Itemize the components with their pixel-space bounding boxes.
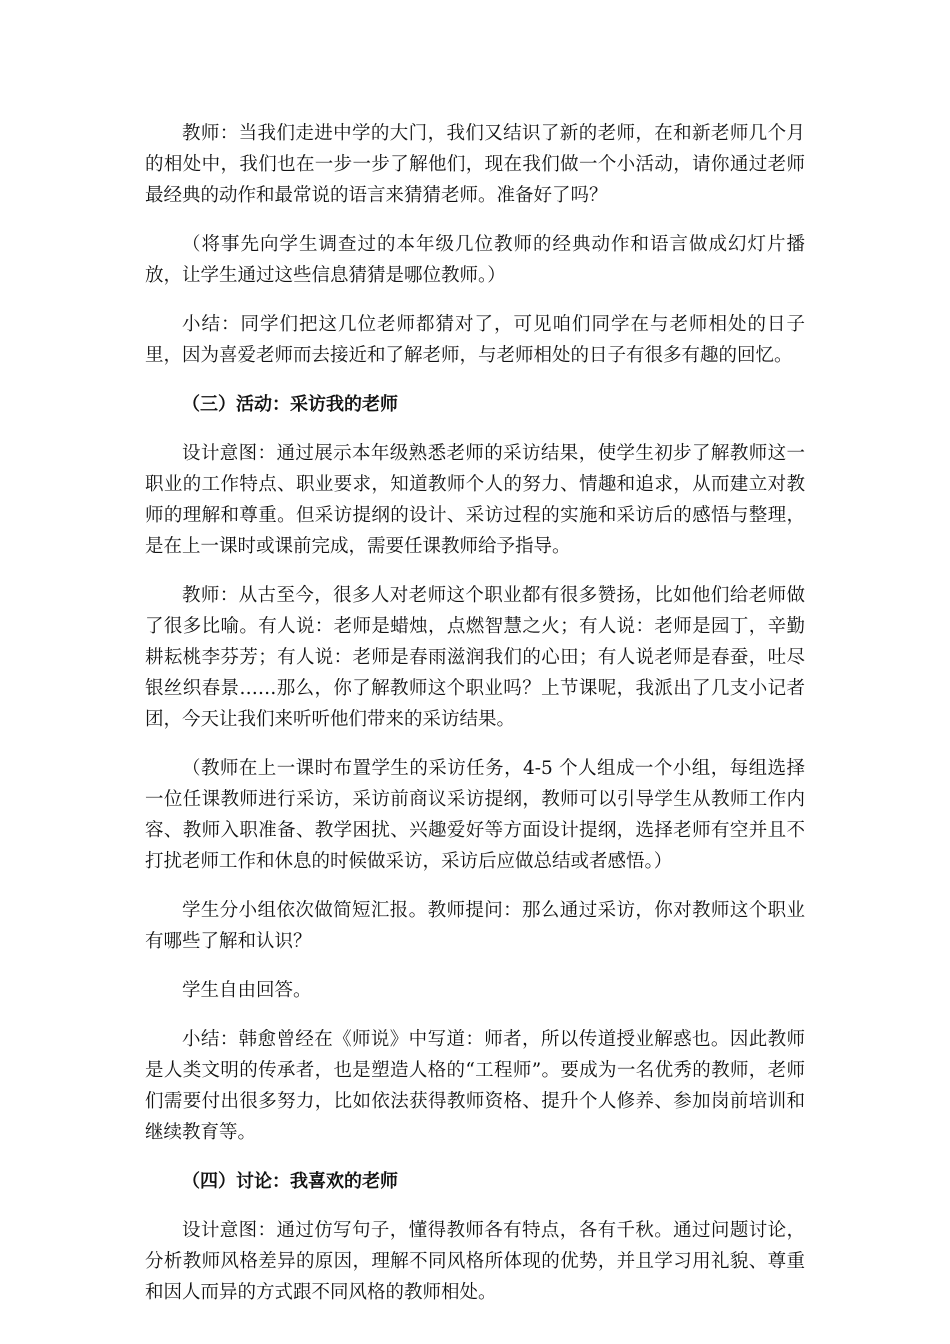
- paragraph-free-answer: 学生自由回答。: [182, 980, 312, 1001]
- paragraph-slideshow-note: （将事先向学生调查过的本年级几位教师的经典动作和语言做成幻灯片播放，让学生通过这些信息猜猜是哪位教师。）: [145, 234, 805, 286]
- paragraph-interview-note: （教师在上一课时布置学生的采访任务，4-5 个人组成一个小组，每组选择一位任课教师进行采访，采访前商议采访提纲，教师可以引导学生从教师工作内容、教师入职准备、教学困扰、兴趣爱好等方面设计提纲，选择老师有空并且不打扰老师工作和休息的时候做采访，采访后应做总结或者感悟。）: [145, 758, 805, 872]
- document-body: [145, 118, 805, 1326]
- paragraph-teacher-metaphors: 教师：从古至今，很多人对老师这个职业都有很多赞扬，比如他们给老师做了很多比喻。有人说：老师是蜡烛，点燃智慧之火；有人说：老师是园丁，辛勤耕耘桃李芬芳；有人说：老师是春雨滋润我们的心田；有人说老师是春蚕，吐尽银丝织春景……那么，你了解教师这个职业吗？上节课呢，我派出了几支小记者团，今天让我们来听听他们带来的采访结果。: [145, 585, 805, 730]
- section-heading-3: （三）活动：采访我的老师: [182, 394, 398, 415]
- section-heading-4: （四）讨论：我喜欢的老师: [182, 1171, 398, 1192]
- paragraph-group-report: 学生分小组依次做简短汇报。教师提问：那么通过采访，你对教师这个职业有哪些了解和认识？: [145, 900, 805, 952]
- paragraph-summary-1: 小结：同学们把这几位老师都猜对了，可见咱们同学在与老师相处的日子里，因为喜爱老师而去接近和了解老师，与老师相处的日子有很多有趣的回忆。: [145, 314, 805, 366]
- paragraph-teacher-intro: 教师：当我们走进中学的大门，我们又结识了新的老师，在和新老师几个月的相处中，我们也在一步一步了解他们，现在我们做一个小活动，请你通过老师最经典的动作和最常说的语言来猜猜老师。准备好了吗？: [145, 123, 805, 206]
- paragraph-design-intent-3: 设计意图：通过展示本年级熟悉老师的采访结果，使学生初步了解教师这一职业的工作特点、职业要求，知道教师个人的努力、情趣和追求，从而建立对教师的理解和尊重。但采访提纲的设计、采访过程的实施和采访后的感悟与整理，是在上一课时或课前完成，需要任课教师给予指导。: [145, 443, 805, 557]
- paragraph-design-intent-4: 设计意图：通过仿写句子，懂得教师各有特点，各有千秋。通过问题讨论，分析教师风格差异的原因，理解不同风格所体现的优势，并且学习用礼貌、尊重和因人而异的方式跟不同风格的教师相处。: [145, 1220, 805, 1303]
- paragraph-summary-2: 小结：韩愈曾经在《师说》中写道：师者，所以传道授业解惑也。因此教师是人类文明的传承者，也是塑造人格的“工程师”。要成为一名优秀的教师，老师们需要付出很多努力，比如依法获得教师资格、提升个人修养、参加岗前培训和继续教育等。: [145, 1029, 805, 1143]
